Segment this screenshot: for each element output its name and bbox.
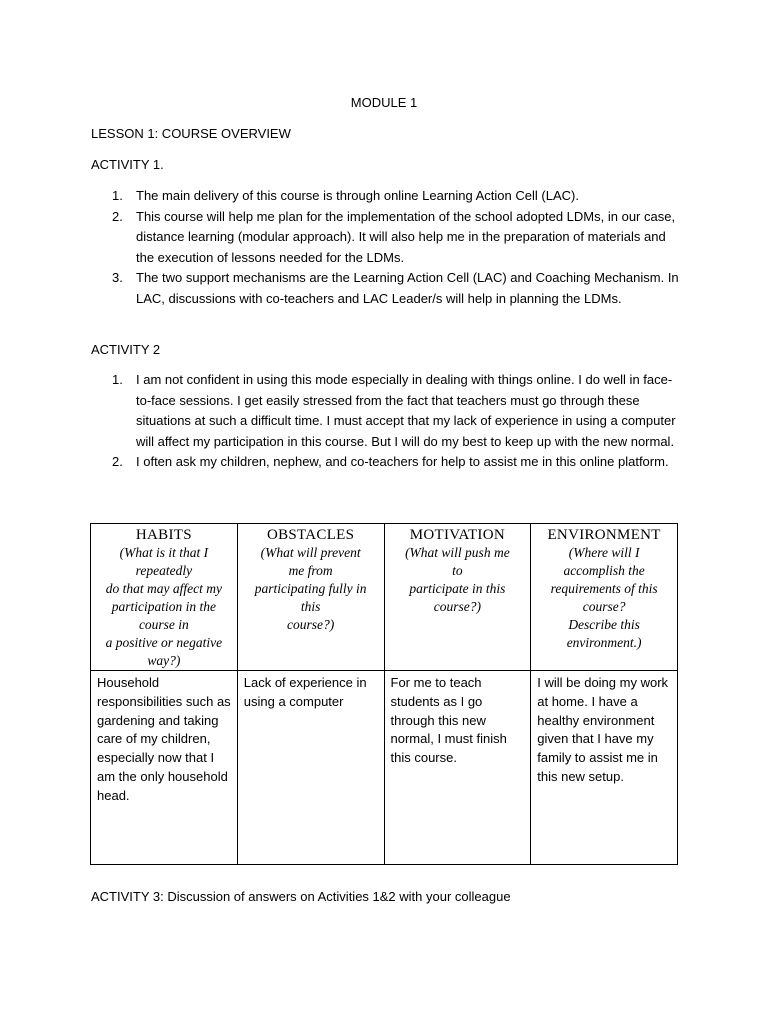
list-text: The main delivery of this course is through online Learning Action Cell (LAC). (136, 188, 579, 203)
column-header-obstacles (237, 524, 384, 671)
column-subtitle: (What is it that I repeatedly do that may affect my participation in the course in a positive or negative way?) (105, 545, 223, 668)
list-item (91, 370, 681, 452)
table-cell-habits: Household responsibilities such as gardening and taking care of my children, especially now that I am the only household head. (91, 671, 238, 865)
activity3-heading: ACTIVITY 3: Discussion of answers on Activities 1&2 with your colleague (91, 889, 511, 904)
list-item (91, 452, 681, 473)
list-number: 1. (112, 188, 123, 203)
habits-matrix-table (90, 523, 678, 865)
module-title: MODULE 1 (350, 95, 418, 110)
column-header-motivation (384, 524, 531, 671)
list-item (91, 207, 681, 269)
list-text: This course will help me plan for the implementation of the school adopted LDMs, in our case, distance learning (modular approach). It will also help me in the preparation of materials and the execution of lessons needed for the LDMs. (136, 208, 676, 265)
table-cell-environment: I will be doing my work at home. I have a healthy environment given that I have my family to assist me in this new setup. (531, 671, 678, 865)
activity1-list (91, 186, 681, 310)
column-subtitle: (What will push me to participate in this course?) (405, 545, 510, 614)
list-text: I often ask my children, nephew, and co-teachers for help to assist me in this online platform. (136, 454, 669, 470)
table-cell-motivation: For me to teach students as I go through this new normal, I must finish this course. (384, 671, 531, 865)
activity2-heading: ACTIVITY 2 (91, 342, 161, 357)
column-title: ENVIRONMENT (547, 527, 661, 543)
table-header-row (91, 524, 678, 671)
column-title: OBSTACLES (266, 527, 355, 543)
list-number: 1. (112, 372, 123, 387)
table-cell-obstacles: Lack of experience in using a computer (237, 671, 384, 865)
column-header-habits (91, 524, 238, 671)
column-header-environment (531, 524, 678, 671)
list-number: 2. (112, 208, 123, 224)
list-item (91, 186, 681, 207)
lesson-title: LESSON 1: COURSE OVERVIEW (91, 126, 291, 141)
activity2-list (91, 370, 681, 473)
column-title: MOTIVATION (409, 527, 505, 543)
column-subtitle: (Where will I accomplish the requirements of this course? Describe this environment.) (550, 545, 658, 650)
list-text: The two support mechanisms are the Learning Action Cell (LAC) and Coaching Mechanism. In LAC, discussions with co-teachers and LAC Leader/s will help in planning the LDMs. (136, 270, 679, 306)
list-number: 3. (112, 270, 123, 286)
list-item (91, 268, 681, 309)
list-text: I am not confident in using this mode especially in dealing with things online. I do well in face-to-face sessions. I get easily stressed from the fact that teachers must go through these situations at such a difficult time. I must accept that my lack of experience in using a computer will affect my participation in this course. But I will do my best to keep up with the new normal. (136, 372, 676, 449)
column-subtitle: (What will prevent me from participating fully in this course?) (254, 545, 367, 632)
table-row (91, 671, 678, 865)
list-number: 2. (112, 454, 123, 470)
activity1-heading: ACTIVITY 1. (91, 157, 164, 172)
column-title: HABITS (135, 527, 192, 543)
